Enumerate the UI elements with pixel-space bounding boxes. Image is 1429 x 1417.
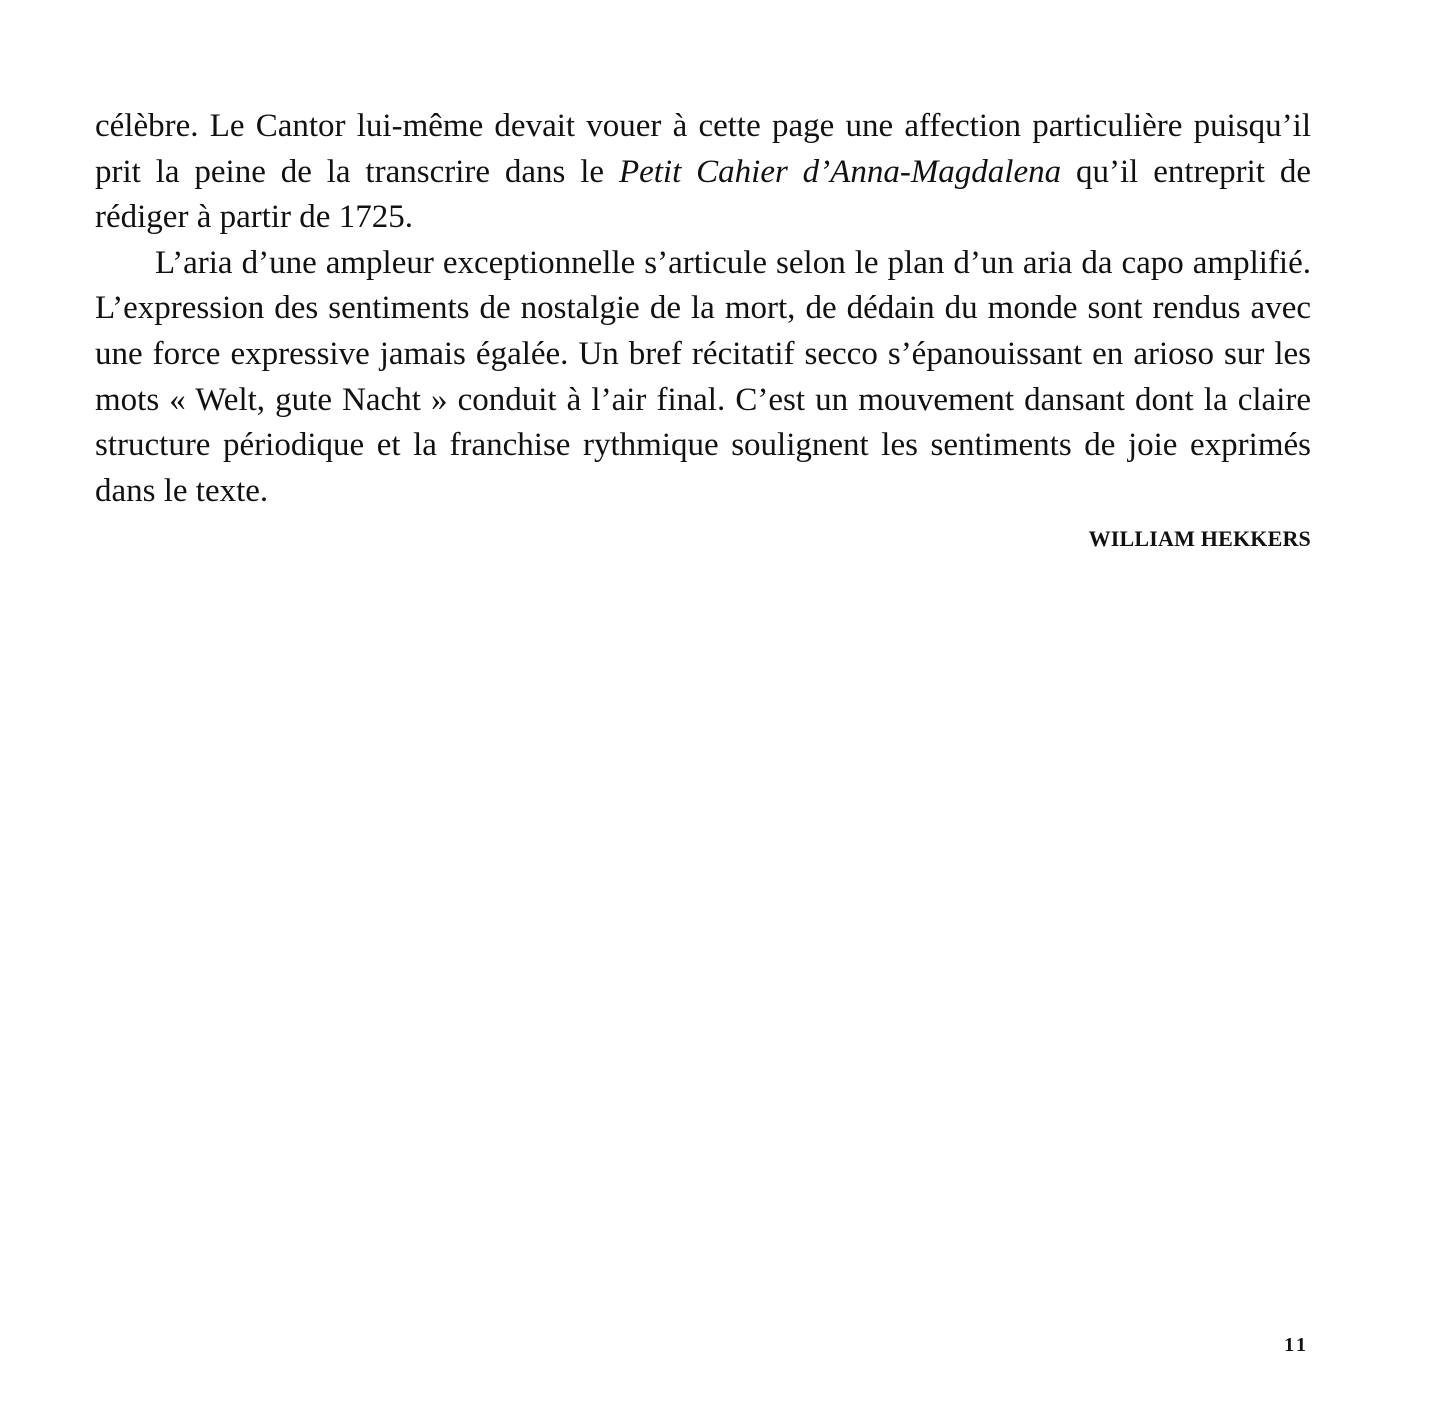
paragraph-1	[95, 104, 1311, 241]
document-body	[95, 104, 1311, 552]
book-title-italic: Petit Cahier d’Anna-Magdalena	[618, 153, 1062, 190]
author-signature: WILLIAM HEKKERS	[1088, 526, 1311, 552]
page-number: 11	[1284, 1334, 1309, 1356]
paragraph-1-text-end: qu’il entreprit de rédiger à partir de 1725.	[95, 153, 1311, 236]
paragraph-2: L’aria d’une ampleur exceptionnelle s’articule selon le plan d’un aria da capo amplifié. L’expression des sentiments de nostalgie de la mort, de dédain du monde sont rendus avec une force expressive jamais égalée. Un bref récitatif secco s’épanouissant en arioso sur les mots « Welt, gute Nacht » conduit à l’air final. C’est un mouvement dansant dont la claire structure périodique et la franchise rythmique soulignent les sentiments de joie exprimés dans le texte.	[95, 244, 1311, 509]
paragraph-1-text-start: célèbre. Le Cantor lui-même devait vouer à cette page une affection particulière puisqu’il prit la peine de la transcrire dans le	[95, 108, 1311, 190]
